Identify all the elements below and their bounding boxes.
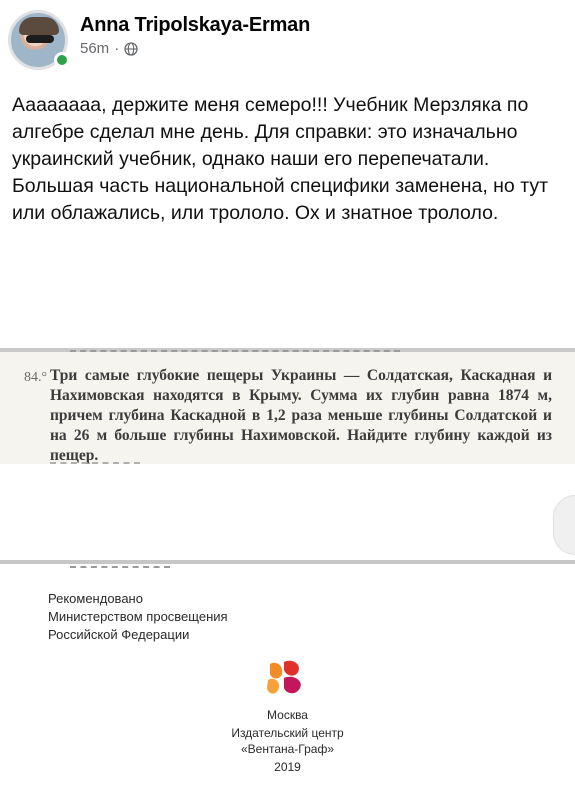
- post-time[interactable]: 56m: [80, 40, 110, 57]
- recommend-line: Рекомендовано: [48, 591, 143, 606]
- globe-icon: [124, 42, 138, 56]
- cropped-top-line: [70, 566, 170, 568]
- post-text: Аааааааа, держите меня семеро!!! Учебник Мерзляка по алгебре сделал мне день. Для справки: это изначально украинский учебник, однако наши его перепечатали. Большая часть национальной специфики заменена, но тут или облажались, или трололо. Ох и знатное трололо.: [12, 94, 549, 224]
- author-name[interactable]: Anna Tripolskaya-Erman: [80, 14, 311, 36]
- cropped-next-line: [50, 462, 140, 466]
- online-status-icon: [54, 52, 70, 68]
- avatar-glasses: [26, 35, 54, 43]
- next-image-arrow[interactable]: [553, 495, 575, 555]
- author-avatar[interactable]: [8, 10, 68, 70]
- arrow-button-shape: [553, 495, 575, 555]
- publisher-center: Издательский центр: [231, 726, 344, 740]
- publisher-page-photo[interactable]: [0, 560, 575, 793]
- publisher-name: «Вентана-Граф»: [240, 742, 335, 756]
- meta-separator: ·: [114, 40, 120, 57]
- publisher-city: Москва: [267, 708, 308, 722]
- problem-text: Три самые глубокие пещеры Украины — Солдатская, Каскадная и Нахимовская находятся в Крыму. Сумма их глубин равна 1874 м, причем глубина Каскадной в 1,2 раза меньше глубины Солдатской и на 26 м больше глубины Нахимовской. Найдите глубину каждой из пещер.: [50, 367, 552, 464]
- ventana-graf-logo: [262, 658, 310, 700]
- post-header: [0, 0, 575, 80]
- avatar-hair: [19, 17, 59, 35]
- recommend-line: Министерством просвещения: [48, 609, 228, 624]
- recommendation-block: [48, 590, 228, 644]
- problem-number: 84.°: [24, 370, 48, 385]
- publisher-year: 2019: [274, 760, 301, 774]
- textbook-problem-photo[interactable]: [0, 348, 575, 464]
- cropped-previous-line: [70, 350, 400, 356]
- recommend-line: Российской Федерации: [48, 627, 190, 642]
- post-meta: [80, 40, 138, 57]
